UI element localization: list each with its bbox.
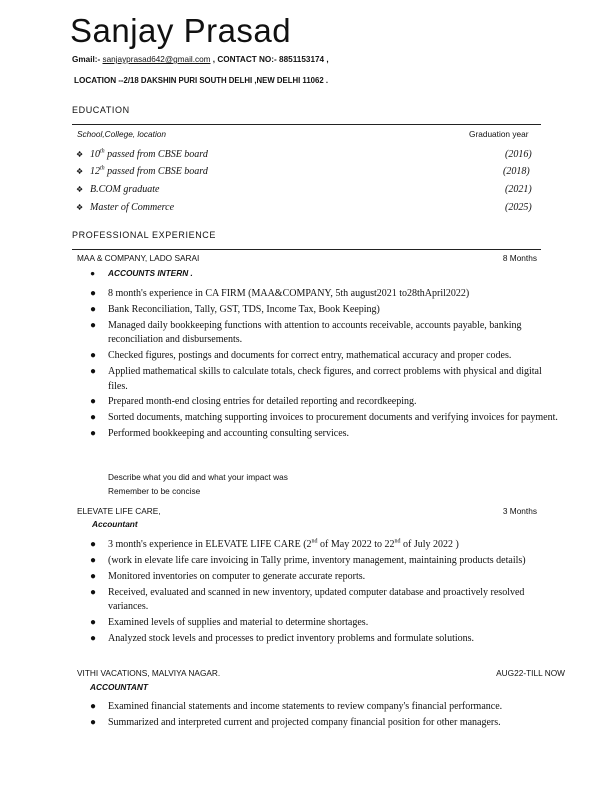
- bullet-icon: ●: [90, 288, 97, 299]
- education-col-left: School,College, location: [77, 129, 167, 139]
- education-divider: [72, 124, 541, 125]
- bullet-icon: ●: [90, 539, 97, 550]
- education-year: (2021): [505, 184, 532, 195]
- education-heading: EDUCATION: [72, 105, 130, 115]
- list-item: ● Checked figures, postings and documents for correct entry, mathematical accuracy and proper codes.: [108, 349, 563, 364]
- list-item: ● Monitored inventories on computer to generate accurate reports.: [108, 570, 563, 585]
- list-item: ● Managed daily bookkeeping functions with attention to accounts receivable, accounts payable, banking reconciliation and disbursements.: [90, 319, 522, 346]
- job-role: ● ACCOUNTS INTERN .: [90, 268, 193, 278]
- experience-divider: [72, 249, 541, 250]
- bullet-icon: ●: [90, 617, 97, 629]
- education-row: ❖ B.COM graduate: [76, 184, 160, 195]
- job-bullet-list: [90, 287, 563, 443]
- job-company: MAA & COMPANY, LADO SARAI: [77, 253, 200, 263]
- arrow-bullet-icon: ❖: [76, 150, 84, 159]
- list-item: ● Analyzed stock levels and processes to predict inventory problems and formulate solutions.: [108, 632, 563, 647]
- email-link[interactable]: sanjayprasad642@gmail.com: [102, 55, 211, 64]
- bullet-icon: ●: [90, 366, 97, 378]
- education-row: ❖ Master of Commerce: [76, 202, 175, 213]
- bullet-icon: ●: [90, 632, 97, 644]
- phone-number: 8851153174: [279, 55, 325, 64]
- bullet-icon: ●: [90, 396, 97, 408]
- list-item: ● Prepared month-end closing entries for detailed reporting and recordkeeping.: [108, 395, 563, 410]
- job-note: Describe what you did and what your impact was: [108, 472, 288, 482]
- bullet-icon: ●: [90, 554, 97, 566]
- bullet-icon: ●: [90, 303, 97, 315]
- job-note: Remember to be concise: [108, 486, 201, 496]
- education-col-right: Graduation year: [469, 129, 529, 139]
- list-item: ● Bank Reconciliation, Tally, GST, TDS, Income Tax, Book Keeping): [108, 303, 563, 318]
- list-item: ● 8 month's experience in CA FIRM (MAA&COMPANY, 5th august2021 to28thApril2022): [108, 287, 563, 302]
- list-item: ● 3 month's experience in ELEVATE LIFE CARE (2nd of May 2022 to 22nd of July 2022 ): [108, 538, 563, 553]
- list-item: ● Received, evaluated and scanned in new inventory, updated computer database and proactively resolved variances.: [90, 586, 525, 613]
- arrow-bullet-icon: ❖: [76, 185, 84, 194]
- list-item: ● Sorted documents, matching supporting invoices to procurement documents and verifying invoices for payment.: [108, 411, 563, 426]
- job-bullet-list: [90, 538, 563, 648]
- bullet-icon: ●: [90, 701, 97, 712]
- education-year: (2016): [505, 149, 532, 160]
- list-item: ● Examined levels of supplies and material to determine shortages.: [108, 616, 563, 631]
- arrow-bullet-icon: ❖: [76, 167, 84, 176]
- job-role: Accountant: [92, 519, 138, 529]
- education-year: (2018): [503, 166, 530, 177]
- location-text: ‐-2/18 DAKSHIN PURI SOUTH DELHI ,NEW DELHI 11062: [118, 76, 324, 85]
- job-company: VITHI VACATIONS, MALVIYA NAGAR.: [77, 668, 221, 678]
- job-company: ELEVATE LIFE CARE,: [77, 506, 161, 516]
- education-row: ❖ 12th passed from CBSE board: [76, 165, 208, 177]
- arrow-bullet-icon: ❖: [76, 203, 84, 212]
- list-item: ● (work in elevate life care invoicing in Tally prime, inventory management, maintaining products details): [108, 554, 563, 569]
- bullet-icon: ●: [90, 586, 97, 598]
- bullet-icon: ●: [90, 319, 97, 331]
- bullet-icon: ●: [90, 350, 97, 362]
- contact-label: , CONTACT NO:-: [212, 55, 277, 64]
- list-item: ● Applied mathematical skills to calculate totals, check figures, and correct problems with physical and digital files.: [90, 366, 542, 392]
- list-item: ● Performed bookkeeping and accounting consulting services.: [108, 427, 563, 442]
- location-line: [74, 76, 328, 85]
- bullet-icon: ●: [90, 570, 97, 582]
- bullet-icon: ●: [90, 428, 97, 440]
- contact-line: [72, 55, 329, 64]
- education-year: (2025): [505, 202, 532, 213]
- job-bullet-list: [90, 700, 528, 732]
- bullet-icon: ●: [90, 716, 97, 728]
- email-label: Gmail:-: [72, 55, 101, 64]
- job-role: ACCOUNTANT: [90, 682, 148, 692]
- list-item: ● Summarized and interpreted current and projected company financial position for other managers.: [108, 716, 528, 731]
- phone-suffix: ,: [326, 55, 329, 64]
- bullet-icon: ●: [90, 412, 97, 424]
- candidate-name: Sanjay Prasad: [70, 12, 292, 49]
- list-item: ● Examined financial statements and income statements to review company's financial performance.: [108, 700, 528, 715]
- job-duration: AUG22-TILL NOW: [496, 668, 565, 678]
- experience-heading: PROFESSIONAL EXPERIENCE: [72, 230, 217, 240]
- job-duration: 3 Months: [502, 506, 537, 516]
- bullet-icon: ●: [90, 268, 96, 278]
- education-row: ❖ 10th passed from CBSE board: [76, 148, 208, 160]
- location-suffix: .: [325, 76, 329, 85]
- job-duration: 8 Months: [502, 253, 537, 263]
- location-label: LOCATION: [74, 76, 117, 85]
